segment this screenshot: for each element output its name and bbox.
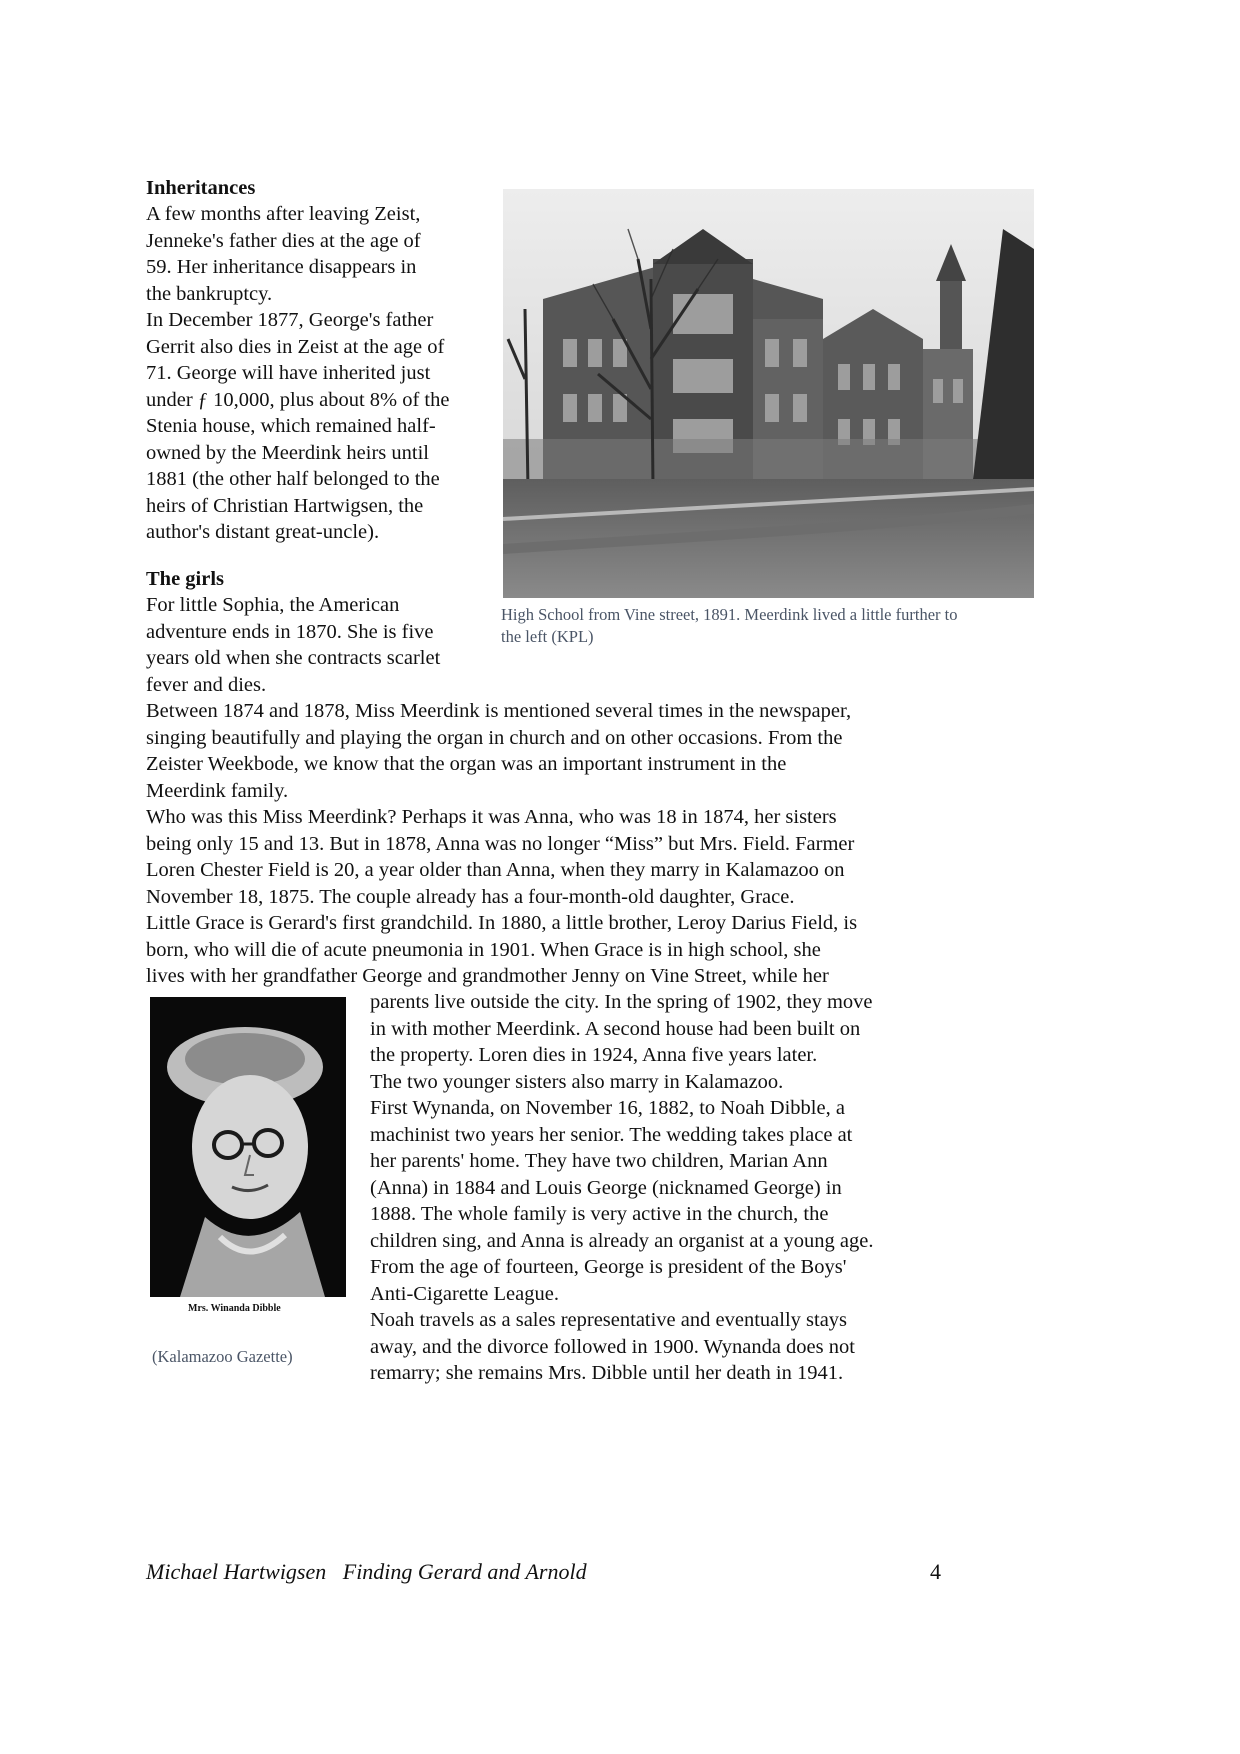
text-line: author's distant great-uncle). <box>146 521 380 543</box>
footer-author-title: Michael Hartwigsen Finding Gerard and Arnold <box>146 1559 587 1584</box>
text-line: years old when she contracts scarlet <box>146 647 441 669</box>
text-line: Who was this Miss Meerdink? Perhaps it was Anna, who was 18 in 1874, her sisters <box>146 806 837 828</box>
text-line: Anti-Cigarette League. <box>370 1282 559 1305</box>
text-line: remarry; she remains Mrs. Dibble until her death in 1941. <box>370 1362 844 1384</box>
text-line: born, who will die of acute pneumonia in 1901. When Grace is in high school, she <box>146 938 821 961</box>
text-line: A few months after leaving Zeist, <box>146 203 421 225</box>
text-line: 1881 (the other half belonged to the <box>146 468 440 490</box>
text-line: heirs of Christian Hartwigsen, the <box>146 494 424 517</box>
text-line: fever and dies. <box>146 673 267 696</box>
text-line: 1888. The whole family is very active in the church, the <box>370 1203 829 1225</box>
text-line: Meerdink family. <box>146 779 289 802</box>
text-line: Zeister Weekbode, we know that the organ was an important instrument in the <box>146 753 787 775</box>
text-line: Between 1874 and 1878, Miss Meerdink is mentioned several times in the newspaper, <box>146 700 852 722</box>
text-line: First Wynanda, on November 16, 1882, to Noah Dibble, a <box>370 1097 845 1119</box>
text-line: Gerrit also dies in Zeist at the age of <box>146 335 445 358</box>
girls-intro <box>146 592 486 698</box>
text-line: children sing, and Anna is already an organist at a young age. <box>370 1229 874 1252</box>
text-line: Noah travels as a sales representative and eventually stays <box>370 1309 848 1331</box>
text-line: parents live outside the city. In the spring of 1902, they move <box>370 991 873 1013</box>
text-line: Loren Chester Field is 20, a year older than Anna, when they marry in Kalamazoo on <box>146 859 845 881</box>
text-line: From the age of fourteen, George is president of the Boys' <box>370 1256 847 1278</box>
text-line: the bankruptcy. <box>146 282 273 305</box>
text-line: owned by the Meerdink heirs until <box>146 441 429 464</box>
text-line: her parents' home. They have two children, Marian Ann <box>370 1150 828 1172</box>
inheritances-paragraph <box>146 201 486 546</box>
text-line: High School from Vine street, 1891. Meerdink lived a little further to <box>501 605 958 624</box>
high-school-photo <box>503 189 1034 598</box>
portrait-label: Mrs. Winanda Dibble <box>188 1303 281 1314</box>
text-line: lives with her grandfather George and grandmother Jenny on Vine Street, while her <box>146 965 829 987</box>
text-line: being only 15 and 13. But in 1878, Anna was no longer “Miss” but Mrs. Field. Farmer <box>146 832 855 855</box>
text-line: Jenneke's father dies at the age of <box>146 229 421 252</box>
text-line: 59. Her inheritance disappears in <box>146 256 417 278</box>
wynanda-dibble-portrait <box>150 997 346 1317</box>
portrait-caption: (Kalamazoo Gazette) <box>152 1347 293 1366</box>
text-line: 71. George will have inherited just <box>146 362 431 384</box>
text-line: In December 1877, George's father <box>146 309 434 331</box>
text-line: under ƒ 10,000, plus about 8% of the <box>146 388 450 411</box>
high-school-illustration <box>503 189 1034 598</box>
text-line: Stenia house, which remained half- <box>146 415 436 437</box>
text-line: adventure ends in 1870. She is five <box>146 620 434 643</box>
text-line: in with mother Meerdink. A second house had been built on <box>370 1017 861 1040</box>
girls-wrap <box>370 989 950 1387</box>
text-line: For little Sophia, the American <box>146 594 400 616</box>
text-line: Little Grace is Gerard's first grandchild. In 1880, a little brother, Leroy Darius Field, is <box>146 912 858 934</box>
text-line: singing beautifully and playing the organ in church and on other occasions. From the <box>146 726 843 749</box>
text-line: machinist two years her senior. The wedding takes place at <box>370 1123 853 1146</box>
portrait-illustration <box>150 997 346 1317</box>
text-line: The two younger sisters also marry in Kalamazoo. <box>370 1070 784 1093</box>
text-line: away, and the divorce followed in 1900. Wynanda does not <box>370 1335 855 1358</box>
text-line: the property. Loren dies in 1924, Anna five years later. <box>370 1044 818 1066</box>
inheritances-heading: Inheritances <box>146 177 256 199</box>
text-line: November 18, 1875. The couple already has a four-month-old daughter, Grace. <box>146 885 795 908</box>
text-line: (Anna) in 1884 and Louis George (nicknamed George) in <box>370 1176 842 1199</box>
girls-heading: The girls <box>146 568 225 590</box>
text-line: the left (KPL) <box>501 627 594 646</box>
girls-body <box>146 698 956 990</box>
page-number: 4 <box>930 1559 941 1584</box>
high-school-caption <box>501 604 1041 648</box>
